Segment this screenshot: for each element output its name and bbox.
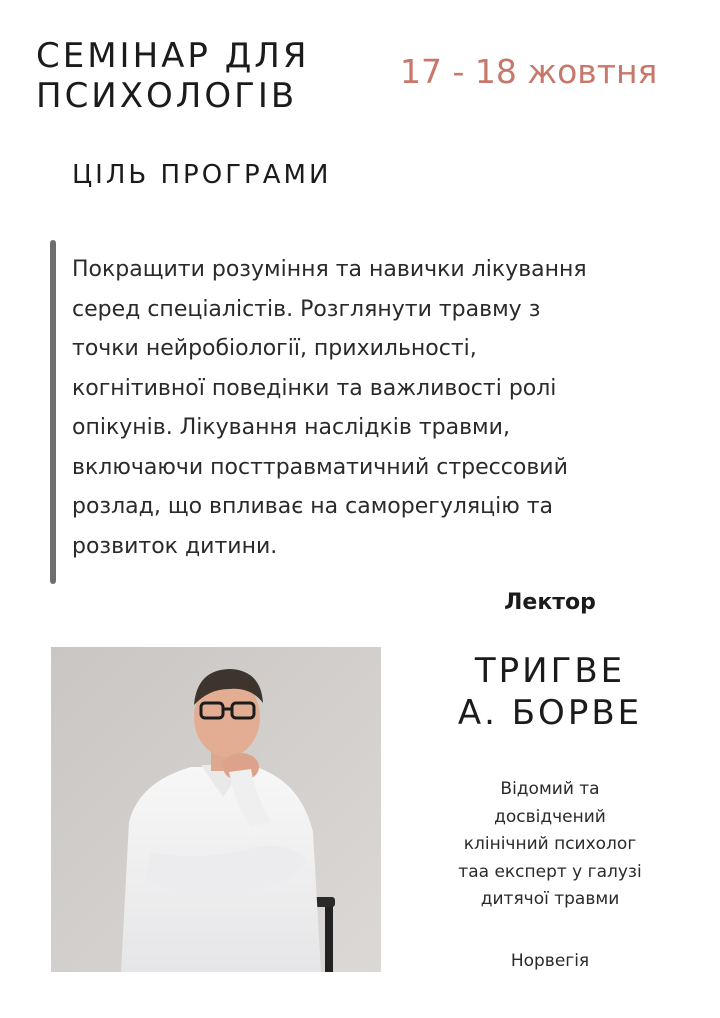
lecturer-label: Лектор bbox=[504, 590, 596, 615]
program-goal-heading: ЦІЛЬ ПРОГРАМИ bbox=[72, 160, 332, 190]
lecturer-first-name: ТРИГВЕ bbox=[474, 651, 626, 691]
lecturer-country: Норвегія bbox=[510, 951, 590, 971]
lecturer-last-name: А. БОРВЕ bbox=[457, 693, 643, 733]
lecturer-description: Відомий та досвідчений клінічний психолог таа експерт у галузі дитячої травми bbox=[458, 779, 642, 909]
lecturer-portrait-illustration bbox=[51, 647, 381, 972]
seminar-title-line-2: ПСИХОЛОГІВ bbox=[36, 76, 298, 116]
quote-bar-divider bbox=[50, 240, 56, 584]
seminar-title bbox=[36, 36, 309, 116]
seminar-title-line-1: СЕМІНАР ДЛЯ bbox=[36, 36, 310, 76]
seminar-dates: 17 - 18 жовтня bbox=[400, 52, 658, 91]
program-goal-text: Покращити розуміння та навички лікування серед спеціалістів. Розглянути травму з точки нейробіології, прихильності, когнітивної поведінки та важливості ролі опікунів. Лікування наслідків травми, включаючи посттравматичний стрессовий розлад, що впливає на саморегуляцію та розвиток дитини. bbox=[72, 257, 587, 559]
lecturer-name bbox=[440, 650, 660, 734]
lecturer-photo bbox=[51, 647, 381, 972]
